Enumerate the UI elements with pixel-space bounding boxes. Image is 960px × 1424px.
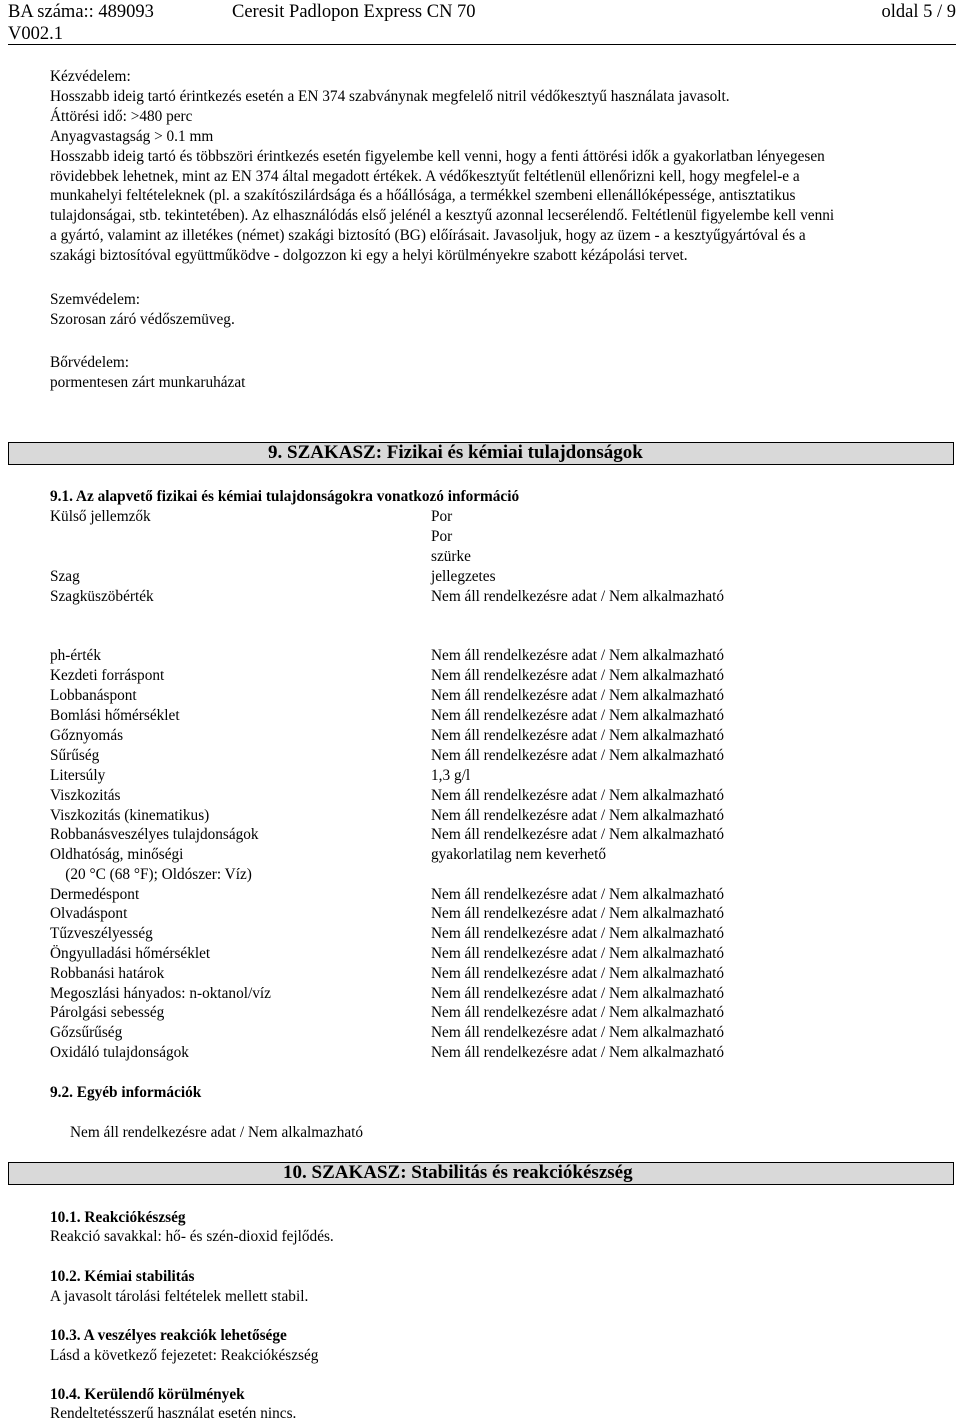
hand-protection-line: a gyártó, valamint az illetékes (német) szakági biztosító (BG) előírásait. Javasoljuk, hogy az üzem - a kesztyűgyártóval és a [50,227,806,245]
property-value: Nem áll rendelkezésre adat / Nem alkalmazható [431,945,725,962]
property-value: Nem áll rendelkezésre adat / Nem alkalmazható [431,687,725,704]
hand-protection-heading: Kézvédelem: [50,68,131,85]
property-value: Nem áll rendelkezésre adat / Nem alkalmazható [431,965,725,982]
property-value: Por [431,508,453,525]
property-label: Litersúly [50,767,106,784]
property-value: Nem áll rendelkezésre adat / Nem alkalmazható [431,747,725,764]
subsection-9-2-text: Nem áll rendelkezésre adat / Nem alkalmazható [70,1124,364,1141]
property-label: Megoszlási hányados: n-oktanol/víz [50,985,271,1002]
property-value: Nem áll rendelkezésre adat / Nem alkalmazható [431,807,725,824]
property-value: jellegzetes [431,568,496,585]
property-value: Nem áll rendelkezésre adat / Nem alkalmazható [431,1044,725,1061]
property-value: gyakorlatilag nem keverhető [431,846,606,863]
property-label: Gőznyomás [50,727,124,744]
property-label: Olvadáspont [50,905,128,922]
subsection-9-1-title: 9.1. Az alapvető fizikai és kémiai tulajdonságokra vonatkozó információ [50,488,520,505]
hand-protection-line: Áttörési idő: >480 perc [50,107,193,125]
subsection-heading: 10.4. Kerülendő körülmények [50,1386,245,1403]
subsection-text: Rendeltetésszerű használat esetén nincs. [50,1405,297,1422]
property-label: Viszkozitás (kinematikus) [50,807,210,824]
property-label: Oxidáló tulajdonságok [50,1044,189,1061]
subsection-text: A javasolt tárolási feltételek mellett stabil. [50,1288,309,1305]
property-label: Robbanási határok [50,965,165,982]
hand-protection-block [50,67,940,266]
document-number: BA száma:: 489093 [8,2,154,22]
page-number: oldal 5 / 9 [881,2,956,22]
property-label: Sűrűség [50,747,100,764]
property-label: Bomlási hőmérséklet [50,707,180,724]
subsection-heading: 10.2. Kémiai stabilitás [50,1268,195,1285]
product-name: Ceresit Padlopon Express CN 70 [232,2,476,22]
property-value: Nem áll rendelkezésre adat / Nem alkalmazható [431,707,725,724]
skin-protection-text: pormentesen zárt munkaruházat [50,373,246,391]
property-label: Oldhatóság, minőségi [50,846,184,863]
hand-protection-line: Anyagvastagság > 0.1 mm [50,127,214,145]
subsection-heading: 10.1. Reakciókészség [50,1209,186,1226]
property-label: Tűzveszélyesség [50,925,153,942]
property-value: Nem áll rendelkezésre adat / Nem alkalmazható [431,905,725,922]
subsection-text: Lásd a következő fejezetet: Reakciókészség [50,1347,319,1364]
property-label: Gőzsűrűség [50,1024,123,1041]
section-10-title: 10. SZAKASZ: Stabilitás és reakciókészség [283,1162,633,1183]
property-label: Dermedéspont [50,886,140,903]
hand-protection-line: Hosszabb ideig tartó érintkezés esetén a EN 374 szabványnak megfelelő nitril védőkesztyű használata javasolt. [50,87,730,105]
eye-protection-heading: Szemvédelem: [50,291,141,308]
section-9-banner [8,442,954,465]
section-10-banner [8,1162,954,1185]
property-value: Nem áll rendelkezésre adat / Nem alkalmazható [431,1004,725,1021]
property-value: Nem áll rendelkezésre adat / Nem alkalmazható [431,886,725,903]
property-value: Nem áll rendelkezésre adat / Nem alkalmazható [431,925,725,942]
eye-protection-block [50,290,940,330]
property-value: Nem áll rendelkezésre adat / Nem alkalmazható [431,647,725,664]
hand-protection-line: rövidebbek lehetnek, mint az EN 374 által megadott értékek. A védőkesztyűt feltétlenül ellenőrizni kell, hogy megfelel-e a [50,167,800,185]
property-value: szürke [431,548,471,565]
eye-protection-text: Szorosan záró védőszemüveg. [50,310,235,328]
section-9-title: 9. SZAKASZ: Fizikai és kémiai tulajdonságok [268,442,643,463]
hand-protection-line: szakági biztosítóval együttműködve - dolgozzon ki egy a helyi körülményekre szabott kézápolási tervet. [50,247,688,265]
property-value: Nem áll rendelkezésre adat / Nem alkalmazható [431,826,725,843]
hand-protection-line: Hosszabb ideig tartó és többszöri érintkezés esetén figyelembe kell venni, hogy a fenti áttörési idők a gyakorlatban lényegesen [50,147,825,165]
property-label: Párolgási sebesség [50,1004,165,1021]
version-label: V002.1 [8,24,63,44]
subsection-text: Reakció savakkal: hő- és szén-dioxid fejlődés. [50,1228,334,1245]
skin-protection-block [50,353,940,393]
property-value: Nem áll rendelkezésre adat / Nem alkalmazható [431,667,725,684]
property-label: Robbanásveszélyes tulajdonságok [50,826,259,843]
subsection-heading: 10.3. A veszélyes reakciók lehetősége [50,1327,287,1344]
property-label: Öngyulladási hőmérséklet [50,945,211,962]
property-value: Nem áll rendelkezésre adat / Nem alkalmazható [431,588,725,605]
hand-protection-line: tulajdonságai, stb. tekintetében). Az elhasználódás első jelénél a kesztyű azonnal lecserélendő. Feltétlenül figyelembe kell venni [50,207,835,225]
property-value: Nem áll rendelkezésre adat / Nem alkalmazható [431,1024,725,1041]
page-header [8,0,956,24]
property-value: Nem áll rendelkezésre adat / Nem alkalmazható [431,985,725,1002]
property-label: Viszkozitás [50,787,121,804]
skin-protection-heading: Bőrvédelem: [50,354,130,371]
subsection-9-2-title: 9.2. Egyéb információk [50,1084,202,1101]
property-label: ph-érték [50,647,101,664]
property-value: 1,3 g/l [431,767,471,784]
property-label: Lobbanáspont [50,687,137,704]
hand-protection-line: munkahelyi feltételeknek (pl. a szakítószilárdsága és a hőállósága, a termékkel szembeni ellenállóképessége, antisztatikus [50,187,796,205]
property-label: Külső jellemzők [50,508,151,525]
property-label: Szag [50,568,80,585]
property-label-note: (20 °C (68 °F); Oldószer: Víz) [50,866,252,883]
property-label: Kezdeti forráspont [50,667,165,684]
property-label: Szagküszöbérték [50,588,154,605]
property-value: Por [431,528,453,545]
header-divider [8,44,956,45]
property-value: Nem áll rendelkezésre adat / Nem alkalmazható [431,787,725,804]
property-value: Nem áll rendelkezésre adat / Nem alkalmazható [431,727,725,744]
